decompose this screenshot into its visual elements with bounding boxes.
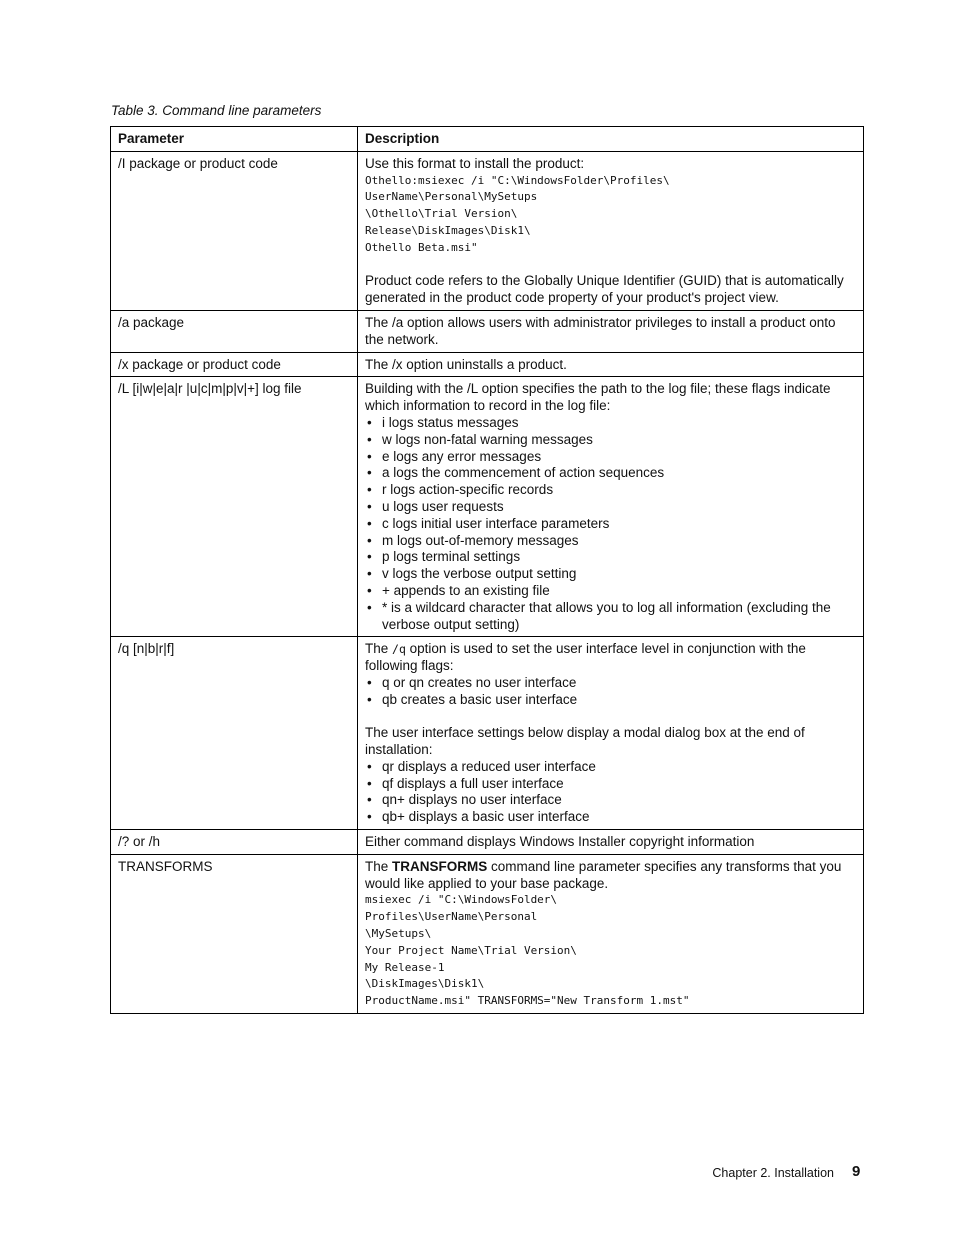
inline-code: /q [392, 642, 406, 657]
header-parameter: Parameter [111, 127, 358, 152]
code-line: ProductName.msi" TRANSFORMS="New Transform 1.mst" [365, 994, 690, 1008]
footer-chapter: Chapter 2. Installation [712, 1166, 834, 1180]
list-item: • + appends to an existing file [365, 583, 856, 600]
list-item: • r logs action-specific records [365, 482, 856, 499]
intro-text: option is used to set the user interface level in conjunction with the following flags: [365, 641, 806, 674]
list-item: • a logs the commencement of action sequences [365, 465, 856, 482]
intro-text: The [365, 641, 393, 657]
list-item: • qf displays a full user interface [365, 776, 856, 793]
command-line-parameters-table [110, 126, 864, 1014]
intro-text: The [365, 858, 393, 874]
log-intro: Building with the /L option specifies the path to the log file; these flags indicate which information to record in the log file: [365, 381, 831, 414]
list-item: • u logs user requests [365, 499, 856, 516]
table-row [111, 310, 864, 352]
install-intro: Use this format to install the product: [365, 155, 585, 171]
intro-text: command line parameter specifies any transforms that you would like applied to your base package. [365, 858, 842, 891]
table-row [111, 151, 864, 310]
code-line: Othello:msiexec /i "C:\WindowsFolder\Profiles\ [365, 173, 670, 187]
quiet-intro [365, 641, 856, 675]
code-line: Profiles\UserName\Personal [365, 910, 538, 924]
list-item: • qb+ displays a basic user interface [365, 809, 856, 826]
list-item: • qr displays a reduced user interface [365, 759, 856, 776]
code-line: My Release-1 [365, 960, 445, 974]
table-row [111, 352, 864, 377]
list-item: • v logs the verbose output setting [365, 566, 856, 583]
code-line: UserName\Personal\MySetups [365, 190, 538, 204]
description-cell: The /x option uninstalls a product. [358, 352, 864, 377]
table-row [111, 830, 864, 855]
quiet-mid: The user interface settings below display a modal dialog box at the end of installation: [365, 725, 805, 758]
list-item: • e logs any error messages [365, 449, 856, 466]
description-cell: Either command displays Windows Installer copyright information [358, 830, 864, 855]
code-line: Release\DiskImages\Disk1\ [365, 223, 531, 237]
install-note: Product code refers to the Globally Unique Identifier (GUID) that is automatically generated in the product code property of your product's project view. [365, 273, 844, 306]
list-item: • w logs non-fatal warning messages [365, 432, 856, 449]
description-cell [358, 854, 864, 1013]
table-header-row [111, 127, 864, 152]
table-row [111, 637, 864, 830]
modal-flags-list [365, 759, 856, 826]
list-item: • qn+ displays no user interface [365, 792, 856, 809]
description-cell: The /a option allows users with administrator privileges to install a product onto the network. [358, 310, 864, 352]
description-cell [358, 637, 864, 830]
log-flags-list [365, 415, 856, 633]
table-row [111, 377, 864, 637]
list-item: • p logs terminal settings [365, 549, 856, 566]
header-description: Description [358, 127, 864, 152]
param-cell: /L [i|w|e|a|r |u|c|m|p|v|+] log file [111, 377, 358, 637]
param-cell: /? or /h [111, 830, 358, 855]
page-number: 9 [852, 1163, 861, 1180]
param-cell: /I package or product code [111, 151, 358, 310]
list-item: • qb creates a basic user interface [365, 692, 856, 709]
param-cell: /a package [111, 310, 358, 352]
description-cell [358, 377, 864, 637]
code-line: \Othello\Trial Version\ [365, 207, 518, 221]
param-cell: TRANSFORMS [111, 854, 358, 1013]
list-item: • * is a wildcard character that allows you to log all information (excluding the verbose output setting) [365, 600, 856, 634]
param-cell: /q [n|b|r|f] [111, 637, 358, 830]
transforms-intro [365, 859, 856, 893]
code-line: Othello Beta.msi" [365, 240, 478, 254]
param-cell: /x package or product code [111, 352, 358, 377]
quiet-flags-list [365, 675, 856, 709]
table-caption: Table 3. Command line parameters [111, 103, 322, 118]
transforms-keyword: TRANSFORMS [392, 858, 488, 874]
code-line: Your Project Name\Trial Version\ [365, 943, 577, 957]
code-line: \MySetups\ [365, 927, 432, 941]
list-item: • m logs out-of-memory messages [365, 533, 856, 550]
list-item: • i logs status messages [365, 415, 856, 432]
list-item: • c logs initial user interface parameters [365, 516, 856, 533]
table-row [111, 854, 864, 1013]
code-line: msiexec /i "C:\WindowsFolder\ [365, 893, 558, 907]
description-cell [358, 151, 864, 310]
list-item: • q or qn creates no user interface [365, 675, 856, 692]
code-line: \DiskImages\Disk1\ [365, 977, 485, 991]
